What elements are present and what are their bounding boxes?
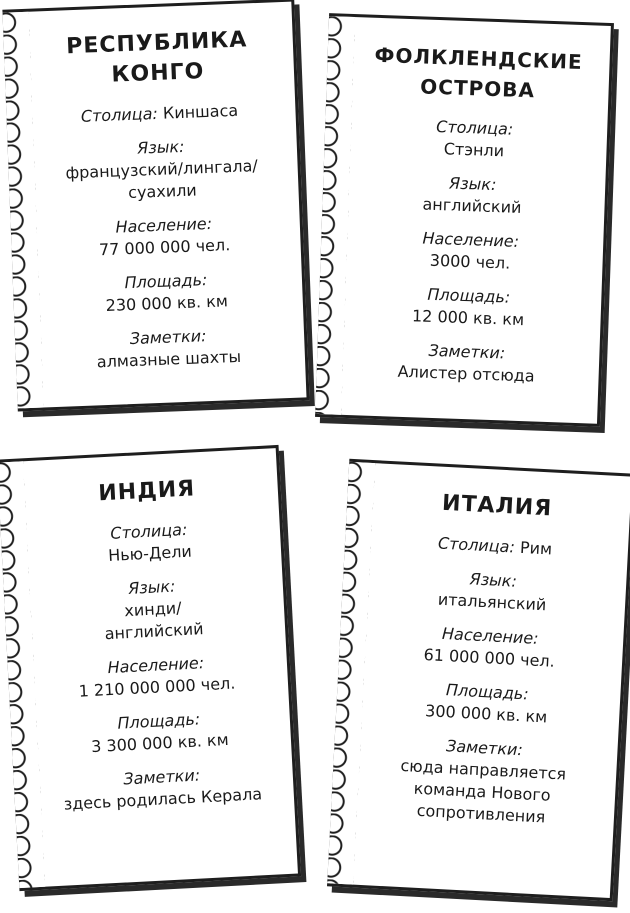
population-value: 77 000 000 чел. bbox=[98, 235, 231, 260]
population-label: Население: bbox=[422, 228, 520, 251]
area-value: 12 000 кв. км bbox=[411, 306, 525, 330]
country-card-falkland bbox=[315, 13, 614, 427]
language-value: английский bbox=[422, 194, 522, 217]
language-label: Язык: bbox=[448, 173, 497, 195]
capital-value: Стэнли bbox=[443, 139, 505, 161]
capital-label: Столица: bbox=[437, 533, 516, 557]
notes-value: сюда направляется команда Нового сопротивления bbox=[400, 755, 567, 827]
notes-label: Заметки: bbox=[428, 340, 506, 363]
area-label: Площадь: bbox=[116, 709, 201, 733]
country-card-india bbox=[0, 445, 301, 891]
capital-value: Нью-Дели bbox=[107, 541, 193, 565]
language-value: итальянский bbox=[437, 589, 547, 615]
language-label: Язык: bbox=[127, 576, 176, 598]
notes-value: алмазные шахты bbox=[96, 346, 242, 372]
population-value: 61 000 000 чел. bbox=[423, 644, 556, 671]
language-label: Язык: bbox=[136, 136, 185, 158]
area-label: Площадь: bbox=[427, 284, 511, 307]
population-value: 1 210 000 000 чел. bbox=[78, 673, 236, 701]
language-value: французский/лингала/ суахили bbox=[65, 156, 259, 203]
language-value: хинди/ английский bbox=[104, 598, 204, 644]
area-value: 3 300 000 кв. км bbox=[90, 729, 230, 757]
capital-value: Рим bbox=[519, 537, 553, 559]
spiral-binding bbox=[3, 12, 44, 409]
notes-value: Алистер отсюда bbox=[397, 361, 535, 386]
card-title: РЕСПУБЛИКА КОНГО bbox=[65, 27, 248, 88]
notes-value: здесь родилась Керала bbox=[63, 784, 263, 814]
capital-row bbox=[376, 529, 615, 563]
country-card-italy bbox=[327, 459, 630, 901]
population-label: Население: bbox=[115, 213, 213, 237]
area-value: 230 000 кв. км bbox=[105, 291, 229, 315]
capital-label: Столица: bbox=[80, 103, 159, 126]
area-value: 300 000 кв. км bbox=[424, 701, 548, 727]
capital-value: Киншаса bbox=[162, 100, 239, 123]
notes-label: Заметки: bbox=[122, 765, 201, 789]
capital-label: Столица: bbox=[109, 519, 188, 543]
population-label: Население: bbox=[107, 653, 205, 678]
population-label: Население: bbox=[441, 623, 540, 648]
card-title: ИТАЛИЯ bbox=[441, 490, 553, 522]
notes-label: Заметки: bbox=[129, 326, 207, 349]
area-label: Площадь: bbox=[445, 680, 530, 704]
country-card-congo bbox=[2, 0, 309, 411]
card-title: ИНДИЯ bbox=[97, 476, 196, 507]
population-value: 3000 чел. bbox=[429, 250, 511, 273]
notes-label: Заметки: bbox=[445, 736, 524, 760]
capital-row bbox=[37, 98, 282, 129]
language-label: Язык: bbox=[469, 569, 518, 591]
area-label: Площадь: bbox=[124, 270, 208, 293]
card-title: ФОЛКЛЕНДСКИЕ ОСТРОВА bbox=[374, 42, 584, 103]
capital-label: Столица: bbox=[435, 116, 514, 139]
spiral-binding bbox=[327, 462, 375, 885]
